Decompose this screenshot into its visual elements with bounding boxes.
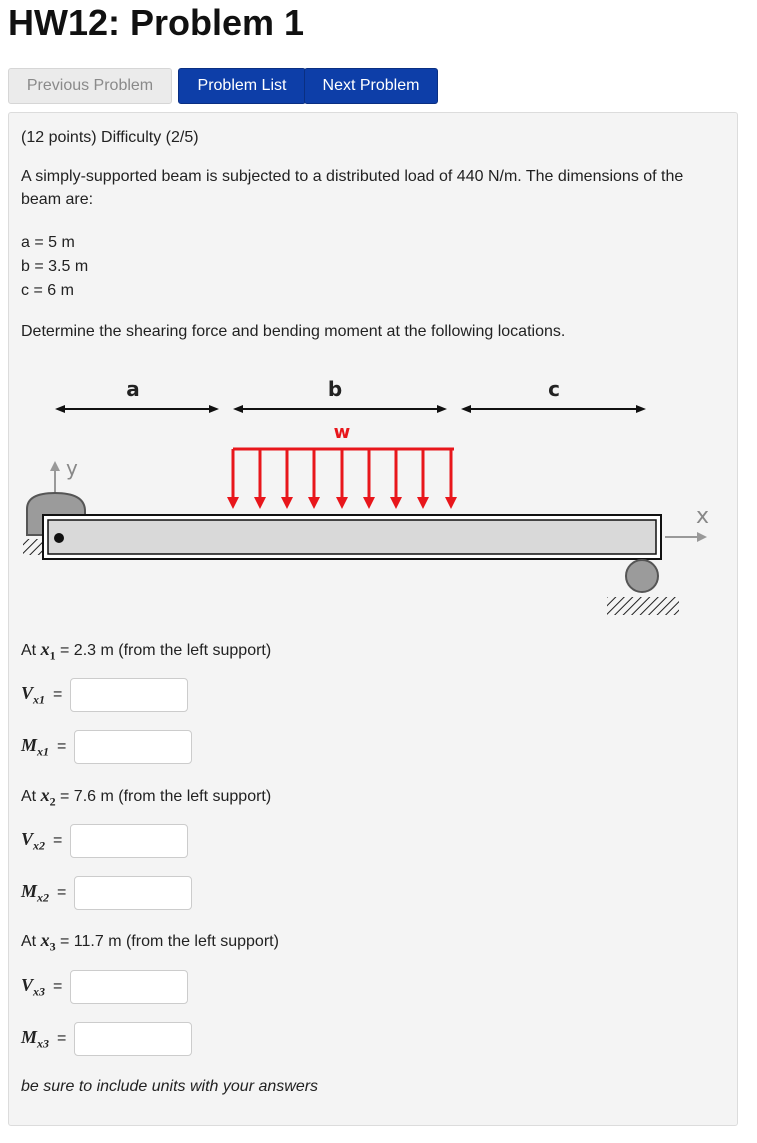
shear-x1-row: $V_{x1}$ =: [21, 678, 188, 712]
distributed-load: [227, 449, 457, 509]
dim-label-a: a: [126, 377, 140, 401]
x1-variable: $x_1$: [40, 639, 56, 663]
shear-x1-input[interactable]: [70, 678, 188, 712]
axis-label-y: y: [66, 456, 78, 480]
dimension-c: c = 6 m: [21, 282, 74, 299]
shear-x3-label: $V_{x3}$: [21, 974, 46, 999]
problem-panel: [8, 112, 738, 1126]
dimension-b: b = 3.5 m: [21, 258, 89, 275]
moment-x3-input[interactable]: [74, 1022, 192, 1056]
moment-x3-label: $M_{x3}$: [21, 1026, 50, 1051]
load-arrows: [227, 449, 457, 509]
location-2-text: At $x_2 = 7.6$ m (from the left support): [21, 785, 272, 809]
x2-variable: $x_2$: [40, 785, 56, 809]
load-label-w: w: [333, 422, 351, 443]
axis-label-x: x: [696, 504, 710, 529]
units-note: be sure to include units with your answers: [21, 1078, 319, 1095]
previous-problem-button[interactable]: Previous Problem: [8, 68, 172, 104]
roller-support: [626, 560, 658, 592]
problem-question: Determine the shearing force and bending moment at the following locations.: [21, 323, 566, 340]
pin-hole: [54, 533, 64, 543]
moment-x1-input[interactable]: [74, 730, 192, 764]
shear-x2-input[interactable]: [70, 824, 188, 858]
roller-ground: [607, 597, 679, 615]
dim-label-c: c: [548, 377, 560, 401]
moment-x1-row: $M_{x1}$ =: [21, 730, 192, 764]
moment-x1-label: $M_{x1}$: [21, 734, 50, 759]
location-3-text: At $x_3 = 11.7$ m (from the left support): [21, 930, 279, 954]
beam-diagram: [9, 363, 737, 633]
shear-x2-row: $V_{x2}$ =: [21, 824, 188, 858]
moment-x2-label: $M_{x2}$: [21, 880, 50, 905]
shear-x1-label: $V_{x1}$: [21, 682, 46, 707]
problem-header: (12 points) Difficulty (2/5): [21, 129, 199, 146]
x-axis-arrow: [665, 532, 707, 542]
location-1-text: At $x_1 = 2.3$ m (from the left support): [21, 639, 272, 663]
dimension-a: a = 5 m: [21, 234, 75, 251]
dimension-arrows: [55, 405, 646, 413]
beam-inner: [48, 520, 656, 554]
shear-x3-row: $V_{x3}$ =: [21, 970, 188, 1004]
next-problem-button[interactable]: Next Problem: [304, 68, 438, 104]
dim-label-b: b: [327, 377, 343, 401]
problem-list-button[interactable]: Problem List: [178, 68, 306, 104]
page-title: HW12: Problem 1: [8, 2, 305, 43]
problem-statement: A simply-supported beam is subjected to a distributed load of 440 N/m. The dimensions of the beam are:: [21, 168, 684, 208]
shear-x2-label: $V_{x2}$: [21, 828, 46, 853]
moment-x2-row: $M_{x2}$ =: [21, 876, 192, 910]
shear-x3-input[interactable]: [70, 970, 188, 1004]
x3-variable: $x_3$: [40, 930, 56, 954]
moment-x2-input[interactable]: [74, 876, 192, 910]
moment-x3-row: $M_{x3}$ =: [21, 1022, 192, 1056]
